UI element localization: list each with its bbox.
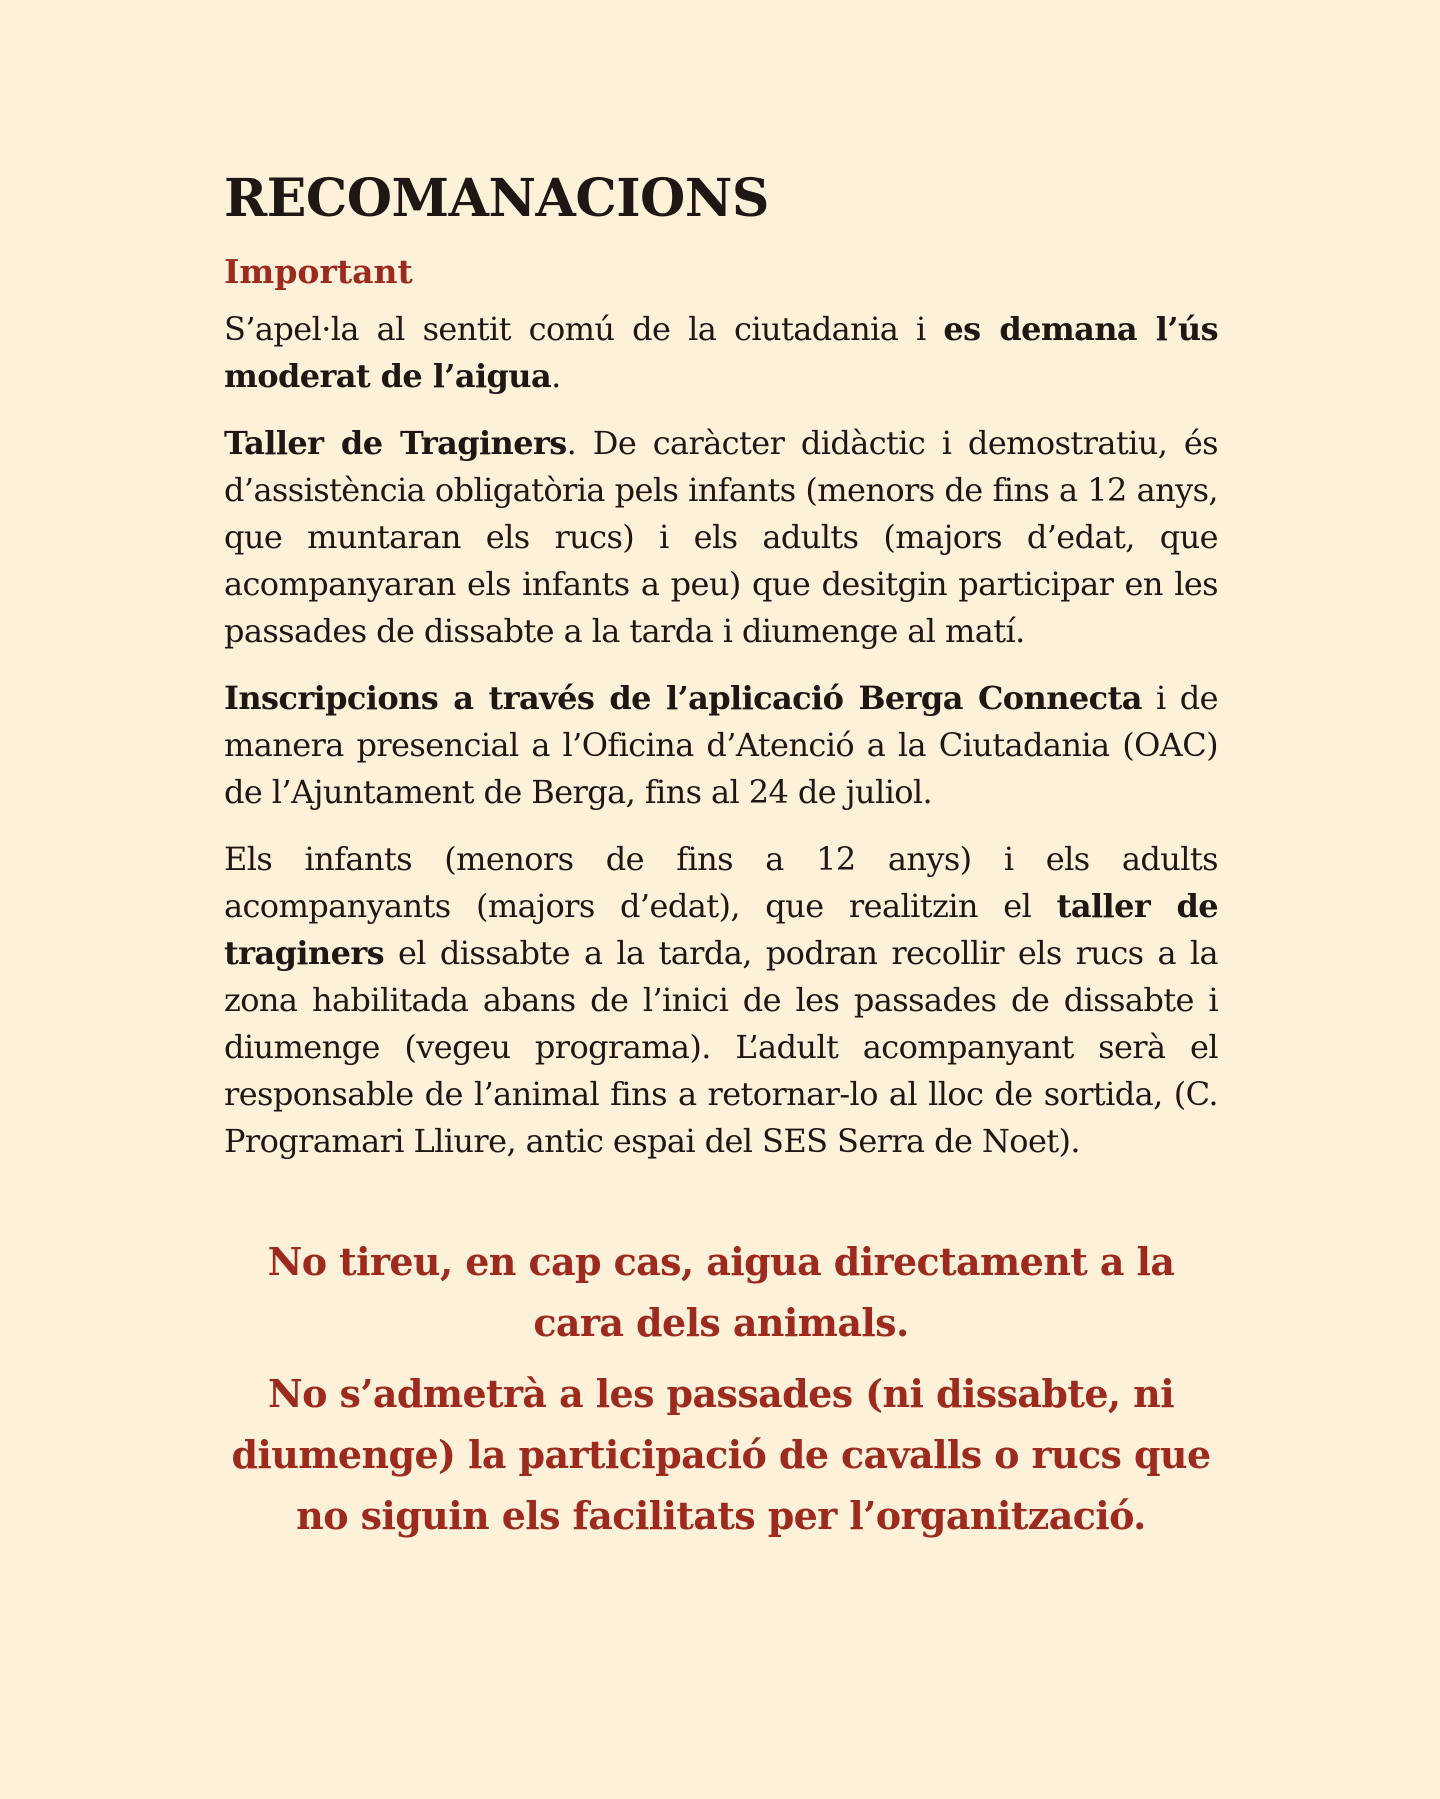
paragraph-bold-text: es demana l’ús moderat de l’aigua: [224, 309, 1218, 395]
warning-animals-allowed: No s’admetrà a les passades (ni dissabte, ni diumenge) la participació de cavalls o rucs que no siguin els facilitats per l’organització.: [231, 1370, 1211, 1538]
paragraph-workshop: [224, 420, 1218, 655]
paragraph-pickup: [224, 836, 1218, 1165]
paragraph-bold-text: Taller de Traginers: [224, 423, 567, 462]
important-subtitle: Important: [224, 252, 413, 292]
paragraph-text: el dissabte a la tarda, podran recollir els rucs a la zona habilitada abans de l’inici de les passades de dissabte i diumenge (vegeu programa). L’adult acompanyant serà el responsable de l’animal fins a retornar-lo al lloc de sortida, (C. Programari Lliure, antic espai del SES Serra de Noet).: [224, 933, 1218, 1160]
paragraph-text: i de manera presencial a l’Oficina d’Atenció a la Ciutadania (OAC) de l’Ajuntament de Berga, fins al 24 de juliol.: [224, 678, 1218, 811]
paragraph-bold-text: taller de traginers: [224, 886, 1218, 972]
warning-water-face: No tireu, en cap cas, aigua directament a la cara dels animals.: [267, 1238, 1175, 1345]
paragraph-water-use: [224, 306, 1218, 400]
recommendations-page: [224, 168, 1218, 1546]
paragraph-text: Els infants (menors de fins a 12 anys) i els adults acompanyants (majors d’edat), que realitzin el: [224, 839, 1218, 925]
paragraph-text: .: [551, 356, 561, 395]
page-title: RECOMANACIONS: [224, 168, 769, 229]
paragraph-registration: [224, 675, 1218, 816]
paragraph-text: S’apel·la al sentit comú de la ciutadania i: [224, 309, 944, 348]
paragraph-text: . De caràcter didàctic i demostratiu, és d’assistència obligatòria pels infants (menors de fins a 12 anys, que muntaran els rucs) i els adults (majors d’edat, que acompanyaran els infants a peu) que desitgin participar en les passades de dissabte a la tarda i diumenge al matí.: [224, 423, 1218, 650]
paragraph-bold-text: Inscripcions a través de l’aplicació Berga Connecta: [224, 678, 1142, 717]
